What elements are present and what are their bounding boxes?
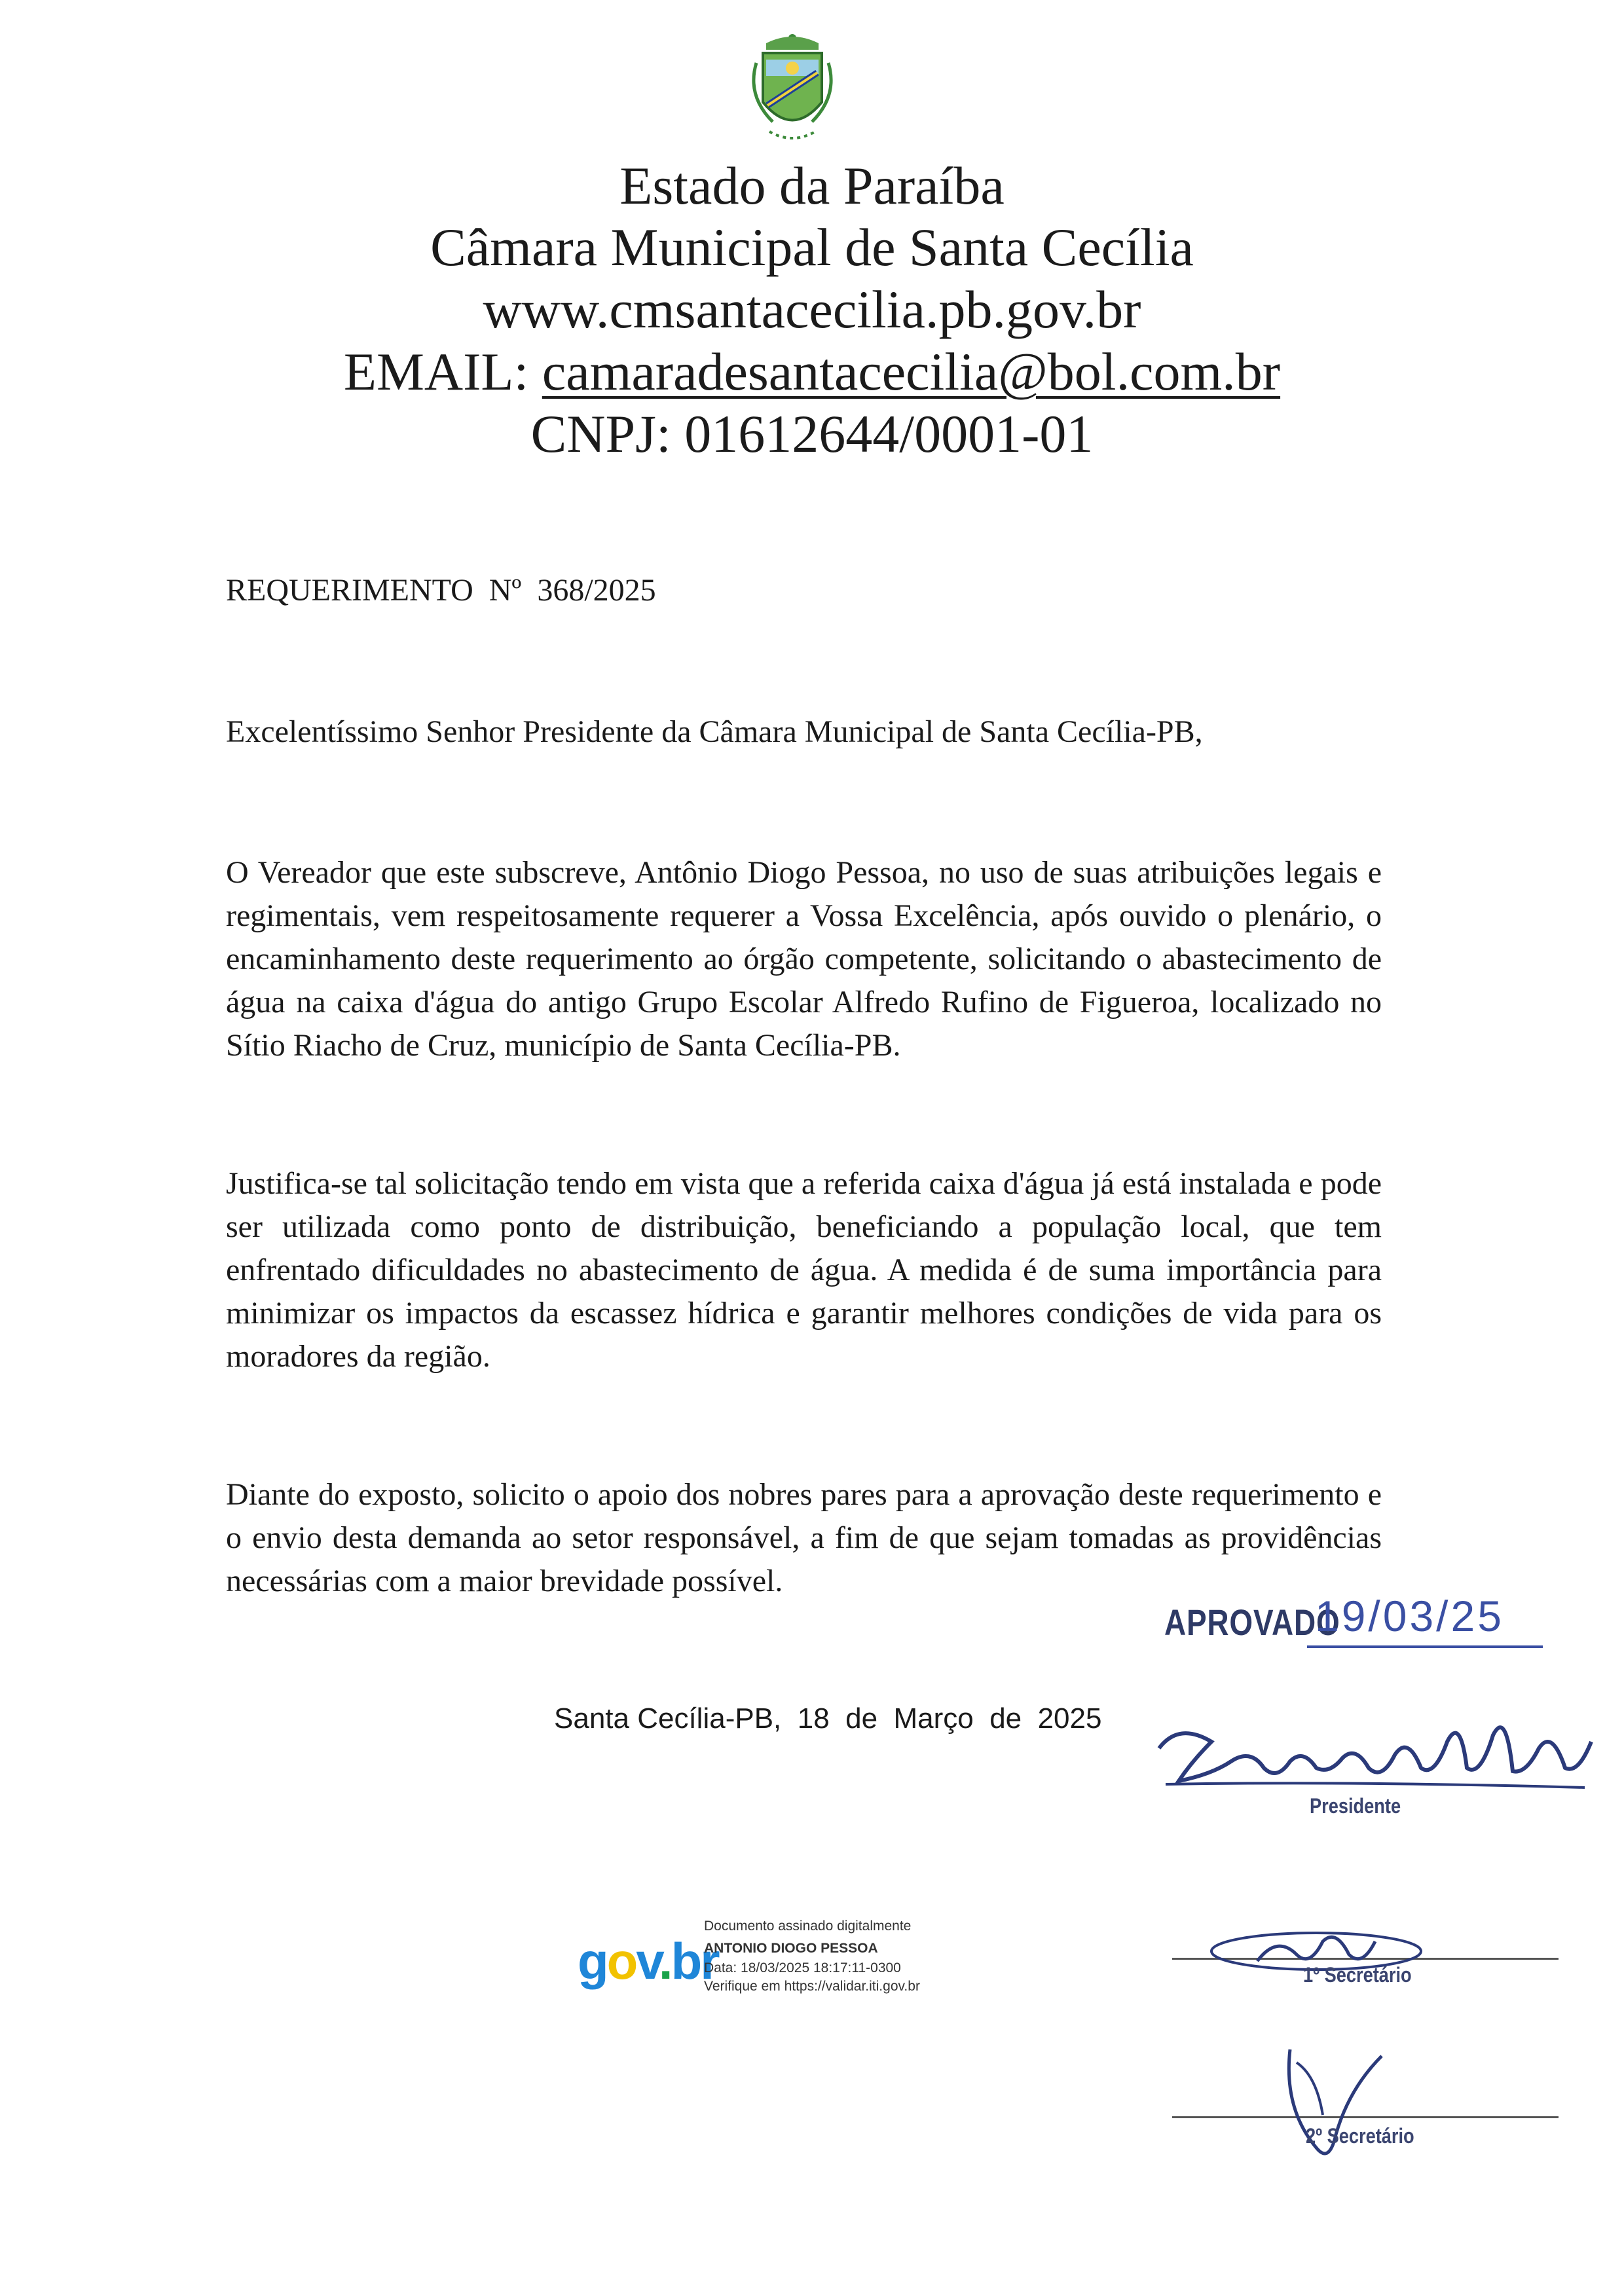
approval-date: 19/03/25 xyxy=(1315,1592,1504,1640)
approved-stamp: APROVADO xyxy=(1164,1602,1340,1643)
email-label: EMAIL: xyxy=(343,342,542,401)
greeting: Excelentíssimo Senhor Presidente da Câmara Municipal de Santa Cecília-PB, xyxy=(226,714,1203,749)
state-name: Estado da Paraíba xyxy=(619,156,1005,215)
approval-date-underline xyxy=(1307,1645,1543,1648)
paragraph-request: O Vereador que este subscreve, Antônio Diogo Pessoa, no uso de suas atribuições legais e regimentais, vem respeitosamente requerer a Vossa Excelência, após ouvido o plenário, o encaminhamento deste requerimento ao órgão competente, solicitando o abastecimento de água na caixa d'água do antigo Grupo Escolar Alfredo Rufino de Figueroa, localizado no Sítio Riacho de Cruz, município de Santa Cecília-PB. xyxy=(226,855,1382,1063)
municipal-coat-of-arms-icon xyxy=(727,24,858,155)
website[interactable]: www.cmsantacecilia.pb.gov.br xyxy=(483,280,1141,339)
digital-signature-signer: ANTONIO DIOGO PESSOA xyxy=(704,1941,878,1956)
dateline: Santa Cecília-PB, 18 de Março de 2025 xyxy=(554,1702,1102,1735)
president-signature xyxy=(1153,1696,1598,1807)
email-line xyxy=(0,340,1624,403)
cnpj: CNPJ: 01612644/0001-01 xyxy=(530,404,1094,464)
secretary2-label: 2º Secretário xyxy=(1306,2124,1414,2148)
requerimento-number: REQUERIMENTO Nº 368/2025 xyxy=(226,573,656,608)
paragraph-conclusion: Diante do exposto, solicito o apoio dos nobres pares para a aprovação deste requerimento e o envio desta demanda ao setor responsável, a fim de que sejam tomadas as providências necessárias com a maior brevidade possível. xyxy=(226,1477,1382,1598)
digital-signature-caption: Documento assinado digitalmente xyxy=(704,1919,912,1934)
email-link[interactable]: camaradesantacecilia@bol.com.br xyxy=(542,342,1281,401)
secretary1-label: 1º Secretário xyxy=(1303,1963,1412,1987)
paragraph-justification: Justifica-se tal solicitação tendo em vista que a referida caixa d'água já está instalada e pode ser utilizada como ponto de distribuição, beneficiando a população local, que tem enfrentado dificuldades no abastecimento de água. A medida é de suma importância para minimizar os impactos da escassez hídrica e garantir melhores condições de vida para os moradores da região. xyxy=(226,1166,1382,1374)
govbr-logo: gov.br xyxy=(578,1932,718,1990)
president-label: Presidente xyxy=(1310,1794,1401,1818)
chamber-name: Câmara Municipal de Santa Cecília xyxy=(430,217,1194,277)
digital-signature-verify-link[interactable]: Verifique em https://validar.iti.gov.br xyxy=(704,1979,920,1994)
digital-signature-date: Data: 18/03/2025 18:17:11-0300 xyxy=(704,1960,901,1975)
